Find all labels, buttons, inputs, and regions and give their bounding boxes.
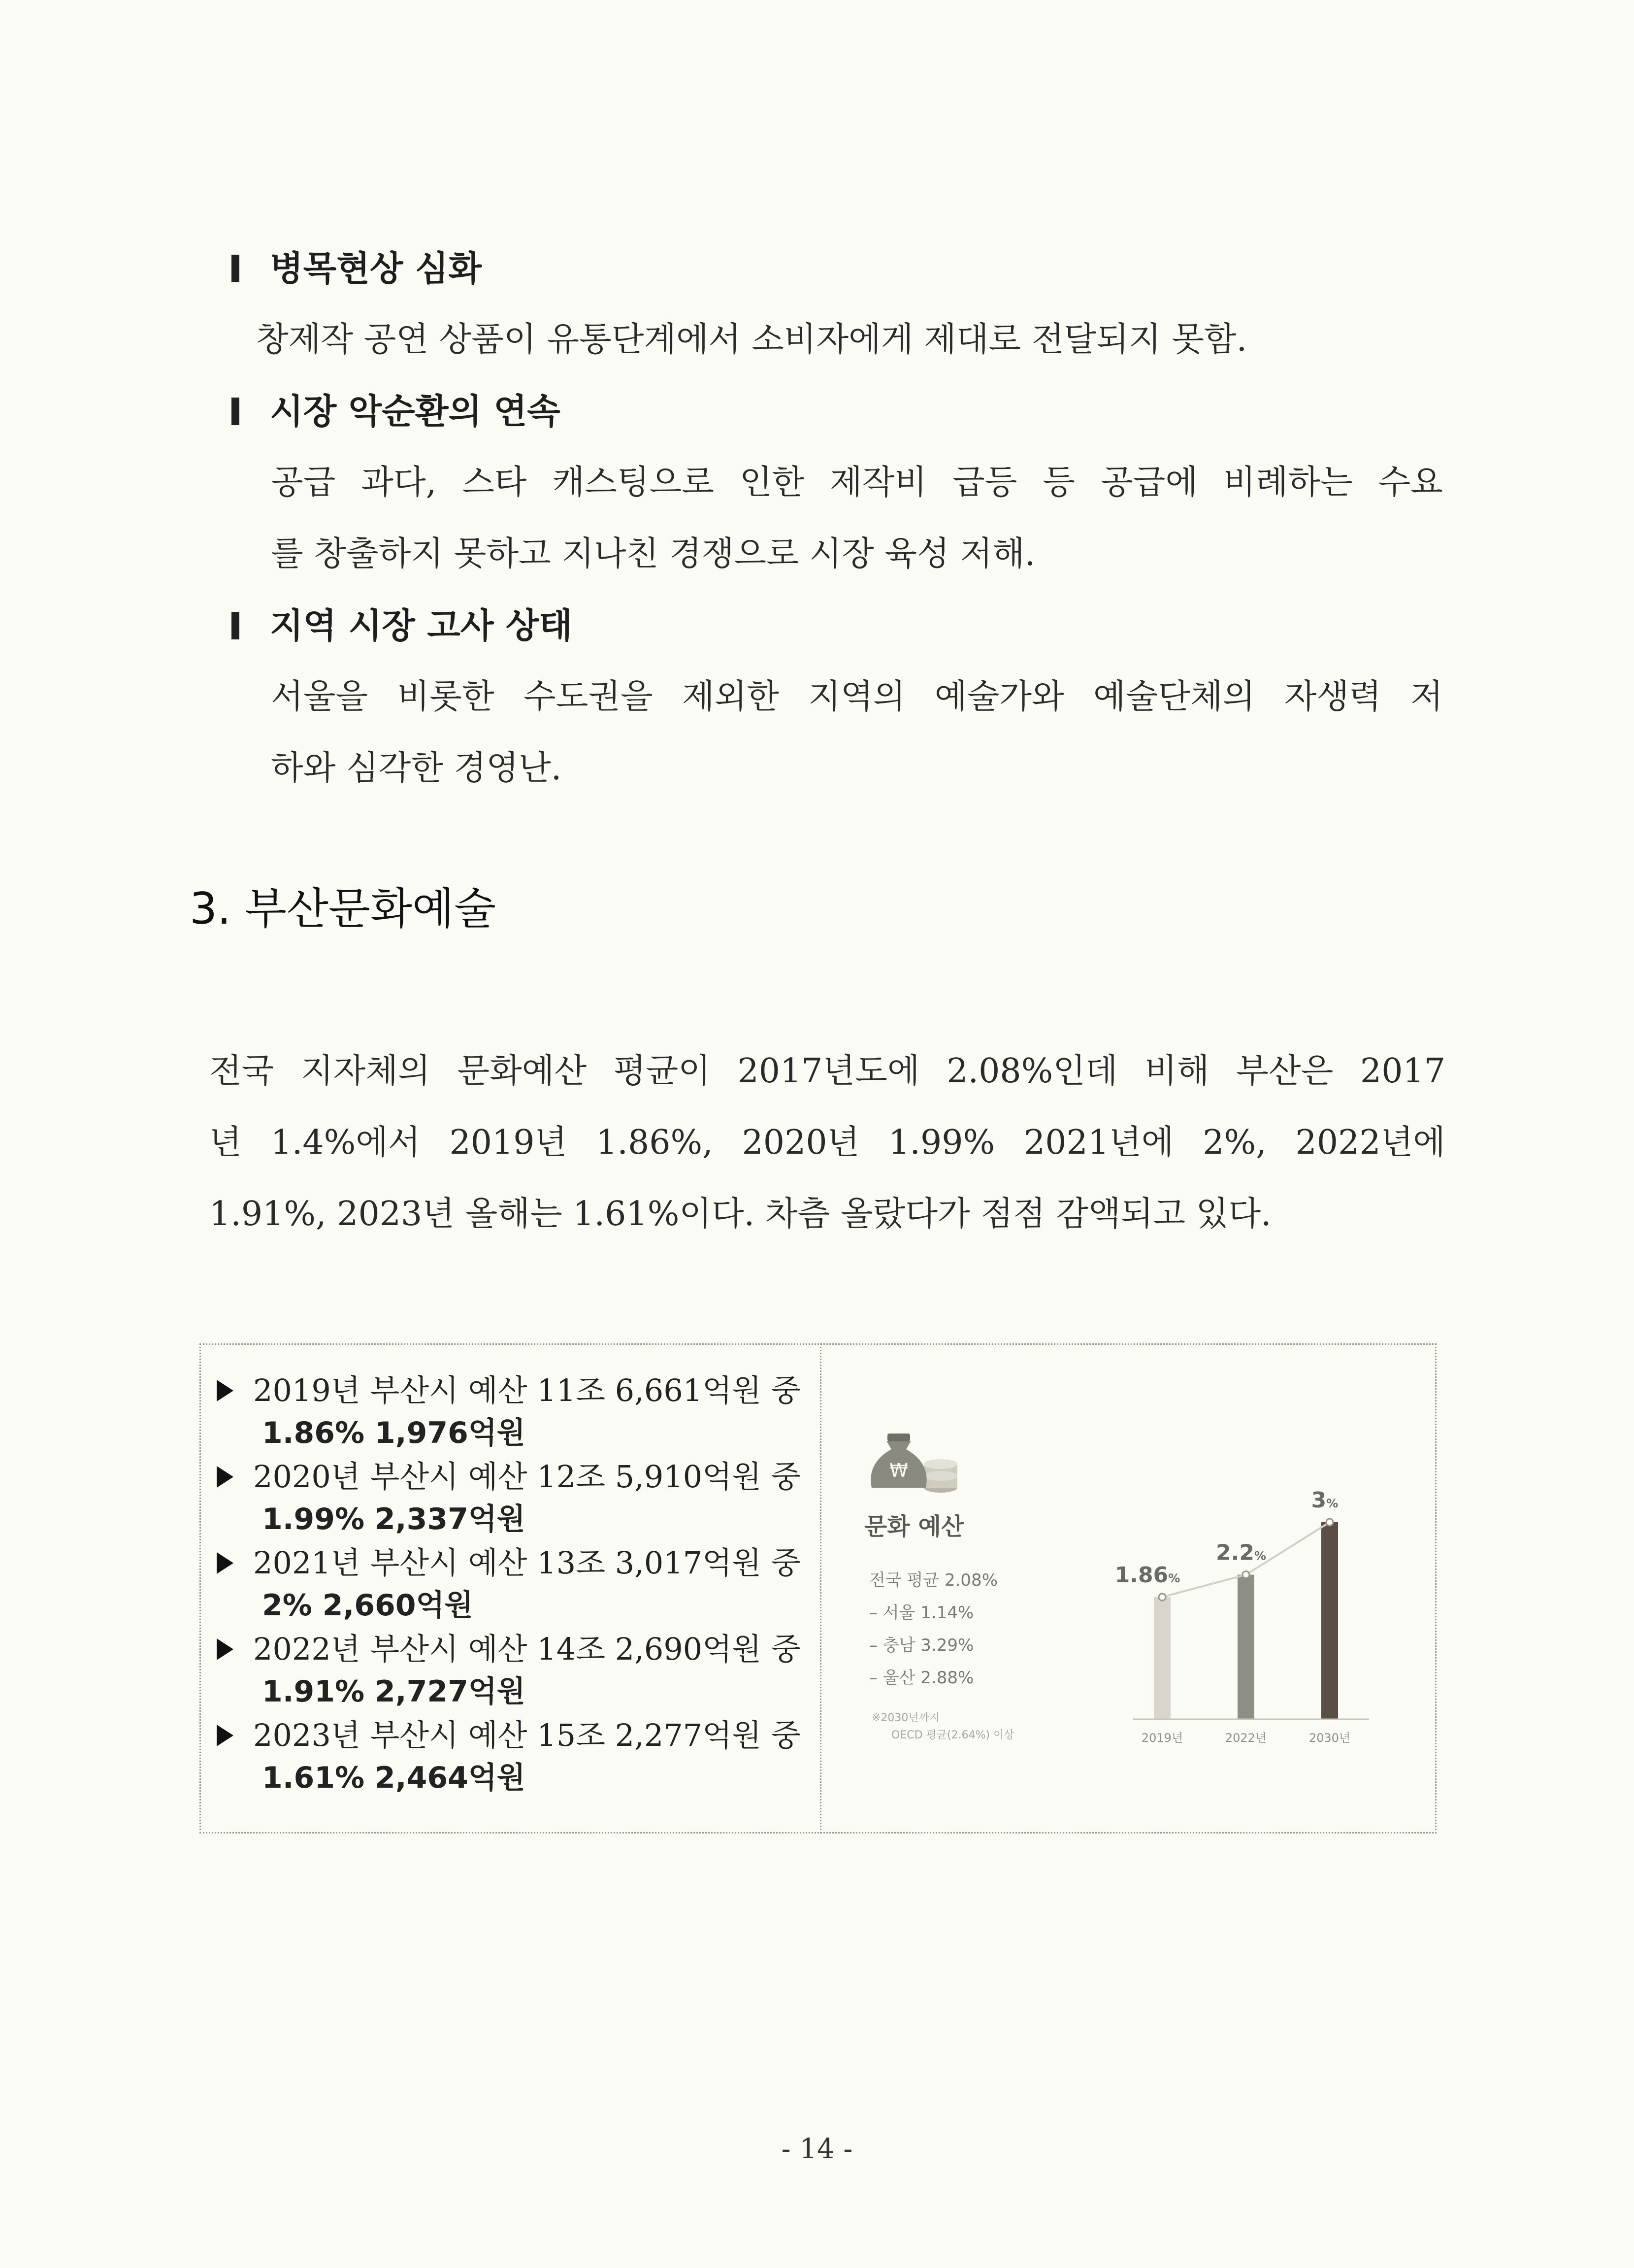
budget-item-amount: 2% 2,660억원 <box>262 1588 473 1623</box>
budget-item-amount: 1.86% 1,976억원 <box>262 1416 525 1450</box>
budget-item <box>217 1369 801 1454</box>
budget-item-text: 2022년 부산시 예산 14조 2,690억원 중 <box>253 1631 801 1667</box>
chart-value-label: 3% <box>1311 1488 1339 1513</box>
page-number: - 14 - <box>781 2133 853 2165</box>
budget-item <box>217 1456 801 1540</box>
chart-point <box>1159 1594 1166 1601</box>
budget-item <box>217 1542 801 1627</box>
chart-bar <box>1238 1575 1254 1719</box>
chart-value-label: 2.2% <box>1216 1540 1266 1566</box>
budget-item <box>217 1628 801 1713</box>
svg-text:₩: ₩ <box>889 1460 908 1481</box>
chart-category-label: 2022년 <box>1225 1731 1267 1745</box>
culture-budget-infographic <box>837 1360 1423 1823</box>
triangle-bullet-icon <box>217 1466 233 1488</box>
section-heading-text: 지역 시장 고사 상태 <box>270 605 573 646</box>
budget-item-text: 2020년 부산시 예산 12조 5,910억원 중 <box>253 1459 801 1495</box>
budget-item <box>217 1714 801 1799</box>
chart-category-label: 2019년 <box>1141 1731 1183 1745</box>
bullet-mark <box>231 255 239 282</box>
section-body-line: 공급 과다, 스타 캐스팅으로 인한 제작비 급등 등 공급에 비례하는 수요 <box>271 463 1443 502</box>
section-body-line: 창제작 공연 상품이 유통단계에서 소비자에게 제대로 전달되지 못함. <box>256 320 1247 359</box>
budget-item-amount: 1.61% 2,464억원 <box>262 1761 525 1795</box>
chapter-heading: 3. 부산문화예술 <box>190 883 496 934</box>
chart-point <box>1326 1519 1333 1526</box>
infographic-line: – 울산 2.88% <box>869 1668 974 1688</box>
budget-item-amount: 1.91% 2,727억원 <box>262 1674 525 1709</box>
budget-item-text: 2023년 부산시 예산 15조 2,277억원 중 <box>253 1717 801 1753</box>
budget-item-text: 2021년 부산시 예산 13조 3,017억원 중 <box>253 1545 801 1581</box>
budget-item-amount: 1.99% 2,337억원 <box>262 1502 525 1536</box>
section-heading <box>231 603 572 648</box>
infographic-line: 전국 평균 2.08% <box>869 1570 998 1590</box>
bullet-mark <box>231 398 239 425</box>
infographic-line: – 충남 3.29% <box>869 1635 974 1655</box>
chart-bar <box>1154 1597 1171 1719</box>
chart-category-label: 2030년 <box>1308 1731 1351 1745</box>
paragraph-line: 1.91%, 2023년 올해는 1.61%이다. 차츰 올랐다가 점점 감액되고 있다. <box>209 1195 1272 1234</box>
bullet-mark <box>231 612 239 639</box>
money-bag-icon <box>867 1419 960 1498</box>
infographic-note: OECD 평균(2.64%) 이상 <box>891 1729 1014 1741</box>
triangle-bullet-icon <box>217 1638 233 1660</box>
budget-bar-chart <box>1113 1483 1408 1759</box>
paragraph-line: 전국 지자체의 문화예산 평균이 2017년도에 2.08%인데 비해 부산은 2017 <box>209 1052 1445 1091</box>
table-divider <box>820 1343 821 1834</box>
section-body-line: 서울을 비롯한 수도권을 제외한 지역의 예술가와 예술단체의 자생력 저 <box>271 677 1443 716</box>
chart-point <box>1242 1571 1249 1578</box>
infographic-line: – 서울 1.14% <box>869 1603 974 1623</box>
infographic-title: 문화 예산 <box>864 1513 964 1540</box>
triangle-bullet-icon <box>217 1380 233 1401</box>
section-body-line: 하와 심각한 경영난. <box>271 749 562 788</box>
infographic-note: ※2030년까지 <box>872 1712 940 1724</box>
section-heading-text: 병목현상 심화 <box>270 248 482 289</box>
triangle-bullet-icon <box>217 1552 233 1574</box>
triangle-bullet-icon <box>217 1725 233 1746</box>
budget-item-text: 2019년 부산시 예산 11조 6,661억원 중 <box>253 1372 801 1408</box>
section-heading-text: 시장 악순환의 연속 <box>270 391 560 432</box>
section-body-line: 를 창출하지 못하고 지나친 경쟁으로 시장 육성 저해. <box>271 534 1036 573</box>
paragraph-line: 년 1.4%에서 2019년 1.86%, 2020년 1.99% 2021년에 2%, 2022년에 <box>209 1123 1445 1162</box>
section-heading <box>231 246 482 291</box>
section-heading <box>231 389 560 434</box>
chart-value-label: 1.86% <box>1114 1563 1180 1588</box>
chart-bar <box>1321 1522 1338 1719</box>
